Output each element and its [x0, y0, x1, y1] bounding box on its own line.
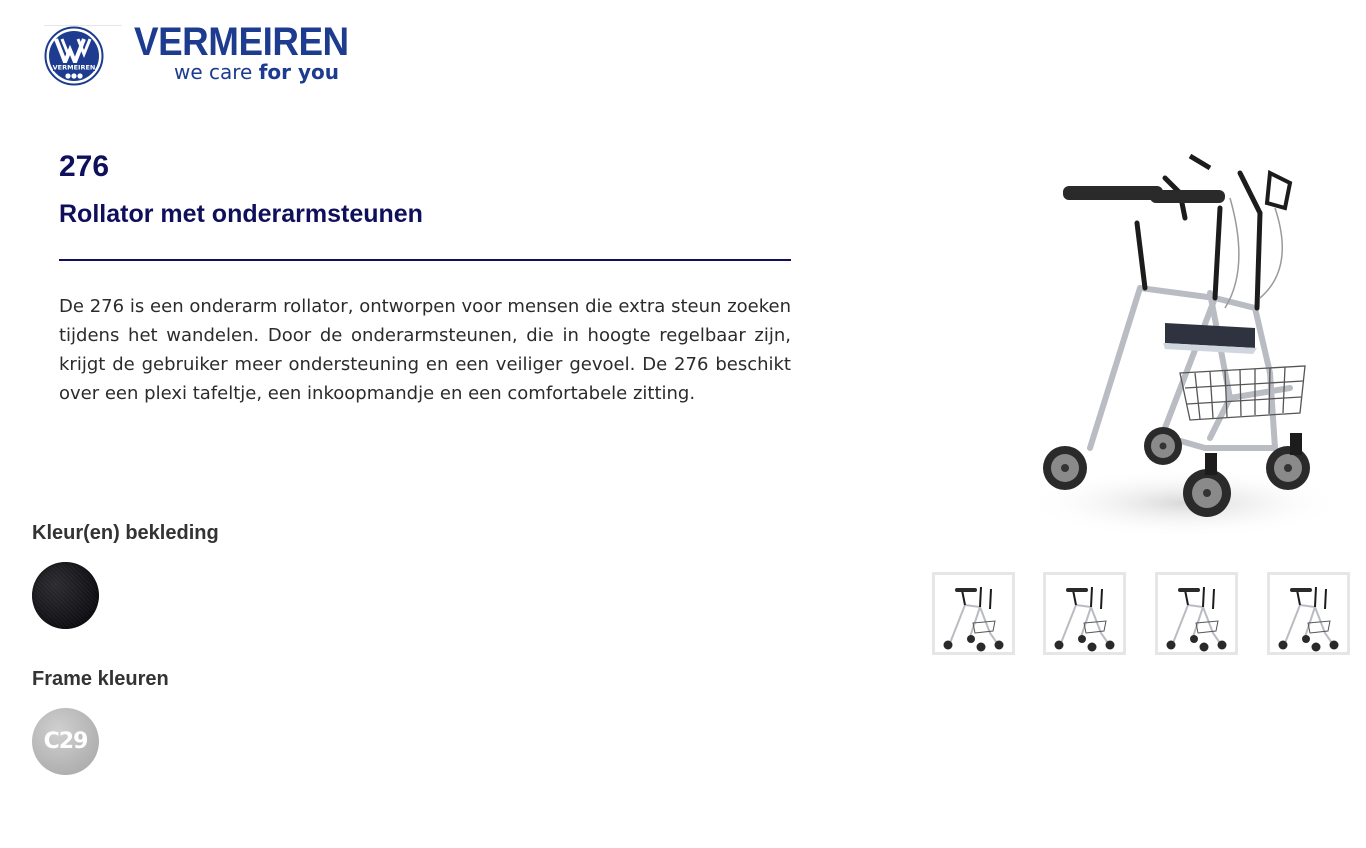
- rollator-main-image: [1015, 148, 1340, 543]
- thumbnail-2[interactable]: [1043, 572, 1126, 655]
- vermeiren-emblem-icon: [44, 26, 104, 86]
- frame-swatch-code: C29: [43, 729, 88, 754]
- rollator-thumbnail-image: [1046, 575, 1123, 652]
- frame-colors-heading: Frame kleuren: [32, 668, 169, 690]
- upholstery-swatch-black[interactable]: [32, 562, 99, 629]
- tagline-bold: for you: [258, 60, 340, 84]
- thumbnail-4[interactable]: [1267, 572, 1350, 655]
- vermeiren-logo[interactable]: [44, 20, 367, 86]
- product-title: Rollator met onderarmsteunen: [59, 200, 423, 228]
- thumbnail-3[interactable]: [1155, 572, 1238, 655]
- rollator-thumbnail-image: [1158, 575, 1235, 652]
- tagline-regular: we care: [174, 60, 259, 84]
- rollator-thumbnail-image: [935, 575, 1012, 652]
- frame-swatch-c29[interactable]: [32, 708, 99, 775]
- product-description: De 276 is een onderarm rollator, ontworpen voor mensen die extra steun zoeken tijdens het wandelen. Door de onderarmsteunen, die in hoogte regelbaar zijn, krijgt de gebruiker meer ondersteuning en een veiliger gevoel. De 276 beschikt over een plexi tafeltje, een inkoopmandje en een comfortabele zitting.: [59, 296, 791, 404]
- product-number: 276: [59, 150, 110, 183]
- logo-wordmark: [134, 20, 367, 84]
- title-divider: [59, 259, 791, 261]
- rollator-thumbnail-image: [1270, 575, 1347, 652]
- brand-name: VERMEIREN: [134, 20, 349, 64]
- thumbnail-1[interactable]: [932, 572, 1015, 655]
- emblem-text: VERMEIREN: [52, 63, 96, 72]
- upholstery-colors-heading: Kleur(en) bekleding: [32, 522, 219, 544]
